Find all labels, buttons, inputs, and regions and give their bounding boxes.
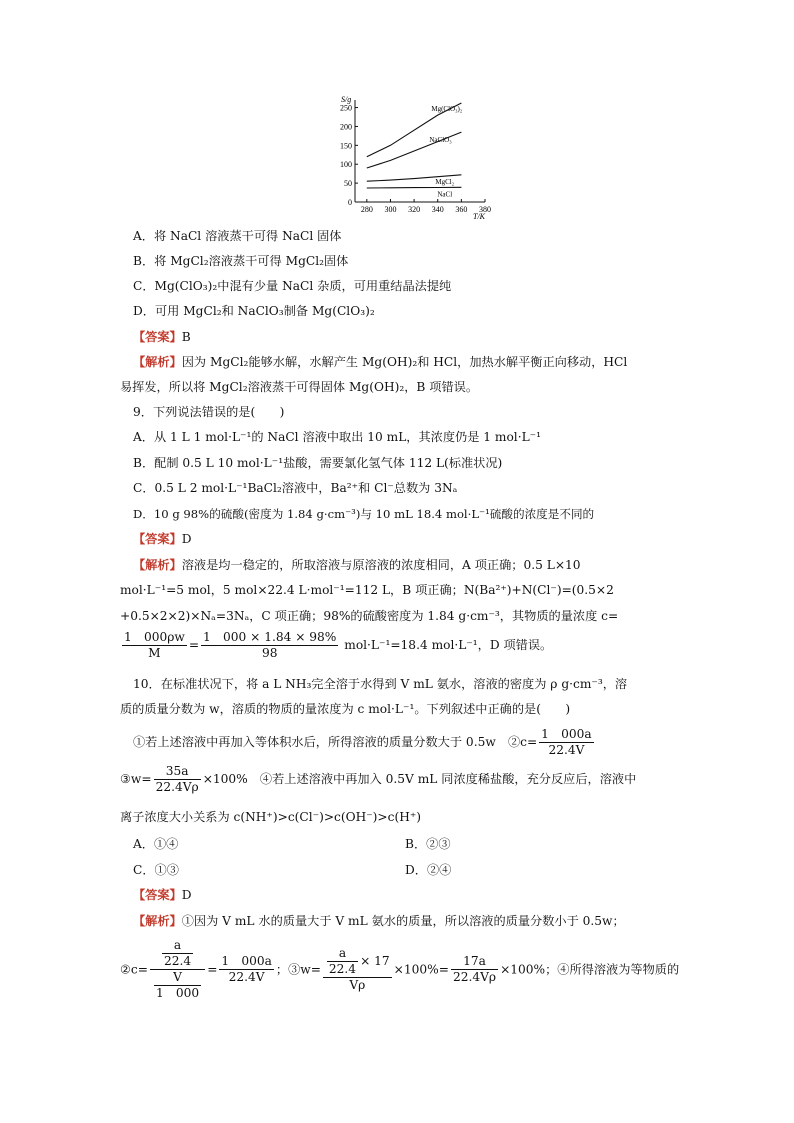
denominator: 1 000 (155, 986, 200, 1000)
y-tick-label: 0 (348, 198, 352, 207)
y-axis-label: S/g (341, 95, 352, 104)
x-tick-label: 280 (360, 205, 373, 214)
analysis-tag: 【解析】 (133, 914, 182, 928)
multiplier: × 17 (360, 954, 390, 968)
item-text: ②c= (120, 962, 148, 977)
q9-analysis-line3: +0.5×2×2)×Nₐ=3Nₐ，C 项正确；98%的硫酸密度为 1.84 g·cm⁻³，其物质的量浓度 c= (120, 609, 619, 623)
equals: = (188, 638, 200, 652)
numerator: 17a (451, 954, 498, 970)
x-tick-label: 340 (431, 205, 444, 214)
q10-option-a: A．①④ (133, 837, 179, 851)
q9-answer (133, 530, 693, 548)
answer-value: D (181, 532, 192, 546)
analysis-text: 溶液是均一稳定的，所取溶液与原溶液的浓度相同，A 项正确；0.5 L×10 (181, 558, 581, 572)
q9-option-c: C．0.5 L 2 mol·L⁻¹BaCl₂溶液中，Ba²⁺和 Cl⁻总数为 3Nₐ (133, 481, 458, 495)
complex-fraction (150, 938, 205, 1001)
series-label: NaClO₃ (429, 136, 452, 145)
q10-option-c: C．①③ (133, 863, 179, 877)
numerator (323, 946, 392, 978)
numerator: 1 000ρw (124, 630, 185, 644)
answer-tag: 【答案】 (133, 532, 182, 546)
q10-stem-line2: 质的质量分数为 w，溶质的物质的量浓度为 c mol·L⁻¹。下列叙述中正确的是( ) (120, 702, 571, 716)
x-tick-label: 380 (479, 205, 491, 214)
q10-stem-line1: 10．在标准状况下，将 a L NH₃完全溶于水得到 V mL 氨水，溶液的密度为 ρ g·cm⁻³，溶 (133, 677, 628, 691)
inner-fraction (327, 946, 358, 977)
q9-analysis-line2: mol·L⁻¹=5 mol，5 mol×22.4 L·mol⁻¹=112 L，B 项正确；N(Ba²⁺)+N(Cl⁻)=(0.5×2 (120, 583, 614, 597)
fraction (451, 954, 498, 985)
y-tick-label: 200 (340, 122, 352, 132)
q10-analysis-line1 (133, 912, 693, 930)
answer-value: D (181, 888, 192, 902)
denominator: 22.4 (328, 962, 357, 976)
denominator (150, 970, 205, 1001)
q8-option-a: A．将 NaCl 溶液蒸干可得 NaCl 固体 (133, 229, 342, 243)
equals: = (207, 962, 218, 977)
fraction (122, 630, 187, 661)
denominator: 22.4V (548, 743, 585, 757)
analysis-tag: 【解析】 (133, 355, 182, 369)
fraction (323, 946, 392, 993)
q9-option-a: A．从 1 L 1 mol·L⁻¹的 NaCl 溶液中取出 10 mL，其浓度仍是 1 mol·L⁻¹ (133, 430, 541, 444)
answer-tag: 【答案】 (133, 888, 182, 902)
q10-item-1-2 (133, 727, 693, 758)
series-label: MgCl₂ (435, 177, 455, 186)
item-text: ×100% ④若上述溶液中再加入 0.5V mL 同浓度稀盐酸，充分反应后，溶液中 (202, 772, 637, 786)
denominator: 98 (261, 646, 278, 660)
inner-fraction (154, 970, 201, 1001)
series-label: NaCl (437, 190, 453, 199)
series-line (367, 187, 462, 188)
denominator: 22.4V (228, 970, 265, 984)
fraction (539, 727, 593, 758)
denominator: 22.4 (164, 954, 192, 968)
answer-tag: 【答案】 (133, 330, 182, 344)
answer-value: B (181, 330, 191, 344)
x-tick-label: 300 (384, 205, 397, 214)
fraction (219, 954, 273, 985)
x-tick-label: 320 (408, 205, 421, 214)
q8-answer (133, 328, 693, 346)
x-tick-label: 360 (455, 205, 468, 214)
item-text: ③w= (120, 772, 152, 786)
q9-stem: 9．下列说法错误的是( ) (133, 405, 285, 419)
series-label: Mg(ClO₃)₂ (431, 105, 463, 114)
item-text: ×100%= (393, 962, 449, 977)
q8-analysis-line2: 易挥发，所以将 MgCl₂溶液蒸干可得固体 Mg(OH)₂，B 项错误。 (120, 380, 479, 394)
denominator: M (148, 646, 161, 660)
item-text: ；③w= (275, 962, 321, 977)
q8-option-b: B．将 MgCl₂溶液蒸干可得 MgCl₂固体 (133, 254, 349, 268)
numerator: 1 000a (541, 727, 592, 741)
numerator (150, 938, 205, 970)
q10-item-4: 离子浓度大小关系为 c(NH⁺)>c(Cl⁻)>c(OH⁻)>c(H⁺) (120, 810, 422, 824)
solubility-chart (335, 92, 495, 222)
y-tick-label: 100 (340, 160, 352, 170)
q8-option-c: C．Mg(ClO₃)₂中混有少量 NaCl 杂质，可用重结晶法提纯 (133, 279, 452, 293)
analysis-text: ①因为 V mL 水的质量大于 V mL 氨水的质量，所以溶液的质量分数小于 0.5w； (181, 914, 625, 928)
analysis-text: 因为 MgCl₂能够水解，水解产生 Mg(OH)₂和 HCl，加热水解平衡正向移动，HCl (181, 355, 628, 369)
q9-option-d: D．10 g 98%的硫酸(密度为 1.84 g·cm⁻³)与 10 mL 18.4 mol·L⁻¹硫酸的浓度是不同的 (133, 507, 595, 521)
numerator: 35a (154, 764, 201, 780)
numerator: V (154, 970, 201, 986)
analysis-text: mol·L⁻¹=18.4 mol·L⁻¹，D 项错误。 (344, 638, 553, 652)
numerator: a (162, 938, 193, 954)
q9-analysis-line4 (120, 630, 680, 661)
x-axis-label: T/K (473, 212, 486, 221)
numerator: 1 000a (221, 954, 272, 968)
q9-option-b: B．配制 0.5 L 10 mol·L⁻¹盐酸，需要氯化氢气体 112 L(标准状况) (133, 456, 503, 470)
numerator: 1 000 × 1.84 × 98% (203, 630, 337, 644)
analysis-tag: 【解析】 (133, 558, 182, 572)
q10-item-3 (120, 764, 680, 795)
q8-analysis-line1 (133, 353, 693, 371)
q10-analysis-line2 (120, 938, 680, 1018)
q8-option-d: D．可用 MgCl₂和 NaClO₃制备 Mg(ClO₃)₂ (133, 304, 375, 318)
fraction (201, 630, 338, 661)
fraction (154, 764, 201, 795)
item-text: ①若上述溶液中再加入等体积水后，所得溶液的质量分数大于 0.5w ②c= (133, 735, 538, 749)
denominator: 22.4Vρ (452, 970, 497, 984)
y-tick-label: 250 (340, 103, 352, 113)
denominator: Vρ (349, 978, 366, 992)
q9-analysis-line1 (133, 556, 693, 574)
q10-option-b: B．②③ (405, 837, 451, 851)
numerator: a (327, 946, 358, 962)
q10-option-d: D．②④ (405, 863, 452, 877)
denominator: 22.4Vρ (155, 780, 199, 794)
inner-fraction (162, 938, 193, 969)
q10-answer (133, 886, 693, 904)
item-text: ×100%；④所得溶液为等物质的 (500, 962, 680, 977)
y-tick-label: 150 (340, 141, 352, 151)
y-tick-label: 50 (344, 179, 352, 189)
